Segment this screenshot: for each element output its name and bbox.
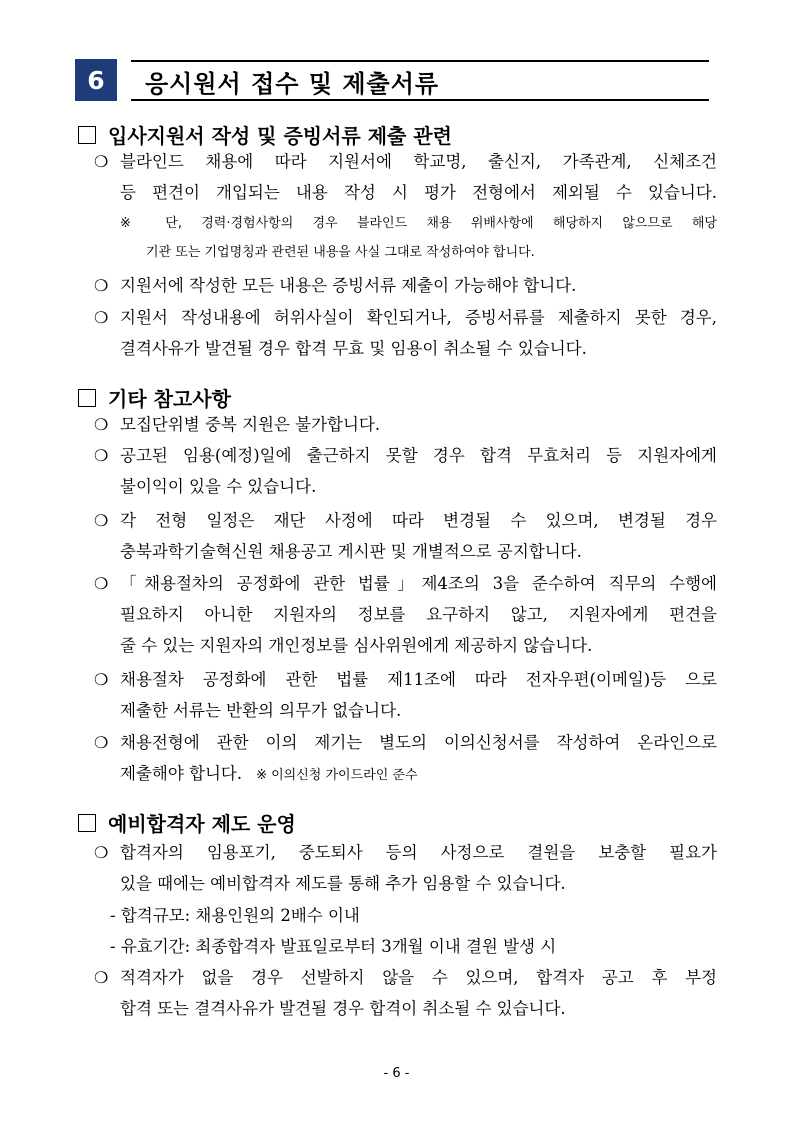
note-line: ※ 단, 경력·경험사항의 경우 블라인드 채용 위배사항에 해당하지 않으므로 해당 xyxy=(120,216,717,231)
paragraph-line: 합격자의 임용포기, 중도퇴사 등의 사정으로 결원을 보충할 필요가 xyxy=(120,843,717,862)
paragraph-line: 모집단위별 중복 지원은 불가합니다. xyxy=(120,415,381,434)
paragraph-line: 지원서에 작성한 모든 내용은 증빙서류 제출이 가능해야 합니다. xyxy=(120,276,577,295)
paragraph-line: 불이익이 있을 수 있습니다. xyxy=(120,477,317,496)
subsection-heading-reserve: 예비합격자 제도 운영 xyxy=(78,808,296,837)
circle-bullet-icon: ❍ xyxy=(94,152,109,171)
page-number: - 6 - xyxy=(383,1066,410,1081)
paragraph-line: 채용전형에 관한 이의 제기는 별도의 이의신청서를 작성하여 온라인으로 xyxy=(120,733,717,752)
circle-bullet-icon: ❍ xyxy=(94,511,109,530)
paragraph-line: 지원서 작성내용에 허위사실이 확인되거나, 증빙서류를 제출하지 못한 경우, xyxy=(120,308,717,327)
paragraph-line: 제출한 서류는 반환의 의무가 없습니다. xyxy=(120,701,402,720)
circle-bullet-icon: ❍ xyxy=(94,446,109,465)
paragraph-line: 블라인드 채용에 따라 지원서에 학교명, 출신지, 가족관계, 신체조건 xyxy=(120,152,717,171)
circle-bullet-icon: ❍ xyxy=(94,415,109,434)
paragraph-line: 등 편견이 개입되는 내용 작성 시 평가 전형에서 제외될 수 있습니다. xyxy=(120,183,717,202)
section-header xyxy=(75,59,709,101)
paragraph-line: 제출해야 합니다. ※ 이의신청 가이드라인 준수 xyxy=(120,764,418,783)
circle-bullet-icon: ❍ xyxy=(94,968,109,987)
paragraph-line: 있을 때에는 예비합격자 제도를 통해 추가 임용할 수 있습니다. xyxy=(120,874,566,893)
circle-bullet-icon: ❍ xyxy=(94,733,109,752)
paragraph-line: 「채용절차의 공정화에 관한 법률」제4조의 3을 준수하여 직무의 수행에 xyxy=(120,574,717,593)
paragraph-line: 공고된 임용(예정)일에 출근하지 못할 경우 합격 무효처리 등 지원자에게 xyxy=(120,446,717,465)
paragraph-line: 각 전형 일정은 재단 사정에 따라 변경될 수 있으며, 변경될 경우 xyxy=(120,511,717,530)
checkbox-square-icon xyxy=(78,126,96,144)
paragraph-line: 결격사유가 발견될 경우 합격 무효 및 임용이 취소될 수 있습니다. xyxy=(120,339,587,358)
section-number-badge: 6 xyxy=(75,59,117,101)
paragraph-line: 채용절차 공정화에 관한 법률 제11조에 따라 전자우편(이메일)등 으로 xyxy=(120,670,717,689)
inline-note: ※ 이의신청 가이드라인 준수 xyxy=(256,768,418,783)
checkbox-square-icon xyxy=(78,814,96,832)
paragraph-line: 줄 수 있는 지원자의 개인정보를 심사위원에게 제공하지 않습니다. xyxy=(120,636,593,655)
circle-bullet-icon: ❍ xyxy=(94,276,109,295)
circle-bullet-icon: ❍ xyxy=(94,843,109,862)
checkbox-square-icon xyxy=(78,389,96,407)
paragraph-line: 적격자가 없을 경우 선발하지 않을 수 있으며, 합격자 공고 후 부정 xyxy=(120,968,717,987)
circle-bullet-icon: ❍ xyxy=(94,574,109,593)
dash-item: - 유효기간: 최종합격자 발표일로부터 3개월 이내 결원 발생 시 xyxy=(110,937,557,956)
circle-bullet-icon: ❍ xyxy=(94,308,109,327)
subsection-heading-application: 입사지원서 작성 및 증빙서류 제출 관련 xyxy=(78,120,452,149)
circle-bullet-icon: ❍ xyxy=(94,670,109,689)
note-line: 기관 또는 기업명칭과 관련된 내용을 사실 그대로 작성하여야 합니다. xyxy=(146,245,535,260)
header-rule-top xyxy=(131,60,709,62)
dash-item: - 합격규모: 채용인원의 2배수 이내 xyxy=(110,906,360,925)
subsection-heading-notes: 기타 참고사항 xyxy=(78,383,231,412)
paragraph-line: 필요하지 아니한 지원자의 정보를 요구하지 않고, 지원자에게 편견을 xyxy=(120,605,717,624)
paragraph-line: 충북과학기술혁신원 채용공고 게시판 및 개별적으로 공지합니다. xyxy=(120,542,582,561)
section-title: 응시원서 접수 및 제출서류 xyxy=(145,70,440,98)
paragraph-line: 합격 또는 결격사유가 발견될 경우 합격이 취소될 수 있습니다. xyxy=(120,999,566,1018)
header-rule-bottom xyxy=(131,99,709,101)
